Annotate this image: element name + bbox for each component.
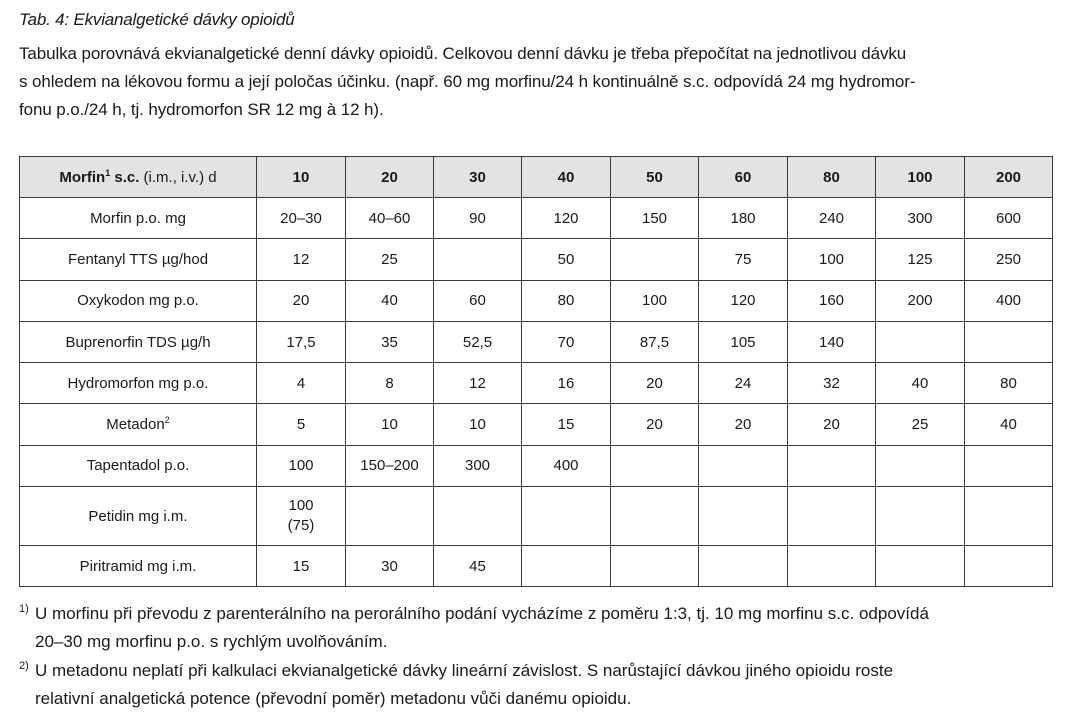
dose-cell: 45 [434, 546, 522, 587]
row-label: Oxykodon mg p.o. [77, 292, 199, 310]
footnote-mark: 1) [19, 603, 29, 615]
dose-cell: 100 [257, 445, 346, 486]
table-row [20, 239, 1053, 280]
intro-paragraph [19, 40, 1052, 124]
table-row [20, 487, 1053, 546]
dose-cell: 100 [788, 239, 876, 280]
header-dose-cell: 10 [257, 157, 346, 198]
dose-cell [434, 239, 522, 280]
dose-cell: 16 [522, 363, 611, 404]
header-dose-cell: 80 [788, 157, 876, 198]
dose-cell: 20–30 [257, 198, 346, 239]
footnote [19, 657, 1053, 713]
dose-cell [611, 487, 699, 546]
dose-cell [788, 487, 876, 546]
dose-cell: 8 [346, 363, 434, 404]
row-label-cell [20, 546, 257, 587]
header-route: s.c. [110, 168, 140, 186]
dose-cell: 10 [346, 404, 434, 445]
footnote [19, 600, 1053, 656]
dose-cell: 120 [522, 198, 611, 239]
dose-cell: 25 [876, 404, 965, 445]
row-label: Fentanyl TTS µg/hod [67, 250, 209, 268]
dose-cell: 15 [257, 546, 346, 587]
dose-table-wrapper [19, 156, 1053, 587]
header-label-cell [20, 157, 257, 198]
dose-cell [699, 445, 788, 486]
row-label-cell [20, 321, 257, 362]
dose-cell [346, 487, 434, 546]
dose-cell [611, 546, 699, 587]
dose-cell [522, 546, 611, 587]
footnote-line: U morfinu při převodu z parenterálního na perorálního podání vycházíme z poměru 1:3, tj. 10 mg morfinu s.c. odpovídá [35, 604, 929, 623]
dose-cell [876, 487, 965, 546]
dose-cell: 25 [346, 239, 434, 280]
dose-cell: 150–200 [346, 445, 434, 486]
dose-cell: 40 [876, 363, 965, 404]
dose-cell: 20 [788, 404, 876, 445]
dose-cell: 70 [522, 321, 611, 362]
dose-cell: 140 [788, 321, 876, 362]
dose-cell [611, 445, 699, 486]
header-route-note: (i.m., i.v.) d [139, 168, 217, 186]
dose-cell [257, 487, 346, 546]
dose-cell: 15 [522, 404, 611, 445]
footnote-line: U metadonu neplatí při kalkulaci ekvianalgetické dávky lineární závislost. S narůstající dávkou jiného opioidu roste [35, 661, 894, 680]
footnote-line: 20–30 mg morfinu p.o. s rychlým uvolňováním. [35, 632, 388, 651]
dose-cell: 35 [346, 321, 434, 362]
header-dose-cell: 200 [965, 157, 1053, 198]
dose-cell: 150 [611, 198, 699, 239]
dose-cell: 75 [699, 239, 788, 280]
row-label-cell [20, 445, 257, 486]
dose-cell: 120 [699, 280, 788, 321]
table-row [20, 280, 1053, 321]
dose-cell [965, 445, 1053, 486]
header-dose-cell: 100 [876, 157, 965, 198]
table-caption: Tab. 4: Ekvianalgetické dávky opioidů [19, 10, 295, 29]
footnotes [19, 600, 1053, 714]
row-label-cell [20, 198, 257, 239]
table-row [20, 404, 1053, 445]
dose-cell [788, 546, 876, 587]
dose-cell [876, 445, 965, 486]
dose-cell: 100 [611, 280, 699, 321]
dose-cell [699, 546, 788, 587]
dose-cell [965, 487, 1053, 546]
dose-cell: 125 [876, 239, 965, 280]
dose-cell: 400 [522, 445, 611, 486]
row-label: Tapentadol p.o. [86, 457, 190, 475]
dose-cell: 12 [257, 239, 346, 280]
row-label: Petidin mg i.m. [88, 507, 188, 525]
dose-cell: 50 [522, 239, 611, 280]
dose-cell: 87,5 [611, 321, 699, 362]
dose-cell: 40 [346, 280, 434, 321]
dose-cell: 80 [522, 280, 611, 321]
dose-cell: 5 [257, 404, 346, 445]
dose-value-alt: (75) [287, 517, 315, 535]
footnote-mark: 2) [19, 660, 29, 672]
header-dose-cell: 40 [522, 157, 611, 198]
dose-cell: 180 [699, 198, 788, 239]
dose-cell: 60 [434, 280, 522, 321]
row-label: Hydromorfon mg p.o. [67, 374, 209, 392]
row-label: Metadon [106, 416, 165, 434]
dose-cell: 17,5 [257, 321, 346, 362]
dose-cell: 300 [434, 445, 522, 486]
row-label: Morfin p.o. mg [90, 209, 186, 227]
dose-cell: 20 [257, 280, 346, 321]
dose-cell: 40–60 [346, 198, 434, 239]
dose-cell [965, 546, 1053, 587]
dose-cell: 52,5 [434, 321, 522, 362]
table-header-row [20, 157, 1053, 198]
dose-cell: 200 [876, 280, 965, 321]
table-row [20, 546, 1053, 587]
dose-cell [699, 487, 788, 546]
header-dose-cell: 60 [699, 157, 788, 198]
row-label-cell [20, 363, 257, 404]
table-body [20, 198, 1053, 587]
dose-cell: 20 [611, 363, 699, 404]
dose-cell [876, 321, 965, 362]
row-label-cell [20, 239, 257, 280]
dose-cell [522, 487, 611, 546]
dose-cell: 400 [965, 280, 1053, 321]
intro-line: fonu p.o./24 h, tj. hydromorfon SR 12 mg à 12 h). [19, 100, 384, 119]
footnote-ref: 1 [105, 167, 111, 178]
header-dose-cell: 20 [346, 157, 434, 198]
dose-cell [611, 239, 699, 280]
dose-cell: 30 [346, 546, 434, 587]
dose-cell: 40 [965, 404, 1053, 445]
dose-cell: 32 [788, 363, 876, 404]
header-dose-cell: 30 [434, 157, 522, 198]
dose-cell [876, 546, 965, 587]
intro-line: s ohledem na lékovou formu a její poločas účinku. (např. 60 mg morfinu/24 h kontinuálně s.c. odpovídá 24 mg hydromor- [19, 72, 916, 91]
dose-cell: 4 [257, 363, 346, 404]
dose-cell: 12 [434, 363, 522, 404]
dose-cell: 240 [788, 198, 876, 239]
footnote-ref: 2 [164, 415, 170, 426]
dose-cell: 20 [611, 404, 699, 445]
dose-cell: 105 [699, 321, 788, 362]
row-label: Buprenorfin TDS µg/h [65, 333, 211, 351]
dose-cell: 250 [965, 239, 1053, 280]
dose-cell [788, 445, 876, 486]
table-row [20, 321, 1053, 362]
table-row [20, 363, 1053, 404]
header-dose-cell: 50 [611, 157, 699, 198]
table-row [20, 445, 1053, 486]
dose-cell [434, 487, 522, 546]
dose-cell: 90 [434, 198, 522, 239]
intro-line: Tabulka porovnává ekvianalgetické denní dávky opioidů. Celkovou denní dávku je třeba přepočítat na jednotlivou dávku [19, 44, 907, 63]
dose-cell [965, 321, 1053, 362]
dose-cell: 10 [434, 404, 522, 445]
row-label: Piritramid mg i.m. [79, 557, 197, 575]
dose-value: 100 [288, 497, 314, 515]
dose-cell: 20 [699, 404, 788, 445]
equianalgesic-dose-table [19, 156, 1053, 587]
dose-cell: 300 [876, 198, 965, 239]
dose-cell: 600 [965, 198, 1053, 239]
dose-cell: 80 [965, 363, 1053, 404]
table-row [20, 198, 1053, 239]
dose-cell: 160 [788, 280, 876, 321]
row-label-cell [20, 404, 257, 445]
row-label-cell [20, 487, 257, 546]
header-drug-name: Morfin [59, 168, 106, 186]
row-label-cell [20, 280, 257, 321]
footnote-line: relativní analgetická potence (převodní poměr) metadonu vůči danému opioidu. [35, 689, 632, 708]
dose-cell: 24 [699, 363, 788, 404]
